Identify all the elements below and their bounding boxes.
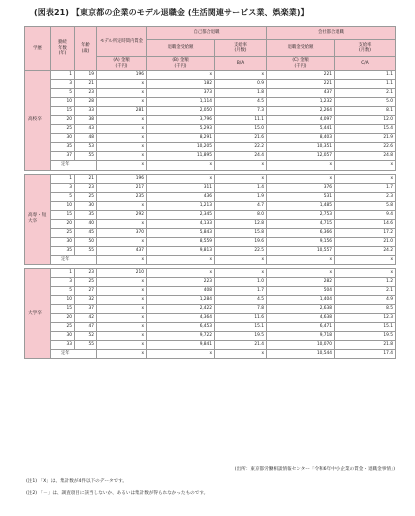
comp-months-cell: x bbox=[335, 174, 396, 183]
table-row bbox=[25, 201, 396, 210]
years-cell: 5 bbox=[51, 287, 75, 296]
table-row bbox=[25, 268, 396, 277]
retirement-table bbox=[24, 26, 396, 359]
comp-months-cell: 21.0 bbox=[335, 237, 396, 246]
comp-months-cell: 8.1 bbox=[335, 107, 396, 116]
comp-amount-cell: 2,264 bbox=[267, 107, 335, 116]
comp-amount-cell: 10,351 bbox=[267, 143, 335, 152]
years-cell: 5 bbox=[51, 89, 75, 98]
table-header bbox=[25, 27, 396, 71]
wage-cell: 196 bbox=[97, 174, 147, 183]
self-months-cell: 1.9 bbox=[215, 192, 267, 201]
wage-cell: x bbox=[97, 201, 147, 210]
years-cell: 37 bbox=[51, 152, 75, 161]
comp-months-cell: 2.1 bbox=[335, 89, 396, 98]
self-months-cell: 1.7 bbox=[215, 287, 267, 296]
years-cell: 30 bbox=[51, 134, 75, 143]
table-row bbox=[25, 323, 396, 332]
age-cell: 25 bbox=[75, 278, 97, 287]
comp-amount-cell: 10,070 bbox=[267, 341, 335, 350]
self-amount-cell: 10,205 bbox=[147, 143, 215, 152]
age-cell: 48 bbox=[75, 134, 97, 143]
age-cell: 55 bbox=[75, 152, 97, 161]
self-amount-cell: 5,843 bbox=[147, 228, 215, 237]
comp-months-cell: 15.1 bbox=[335, 323, 396, 332]
teinen-row bbox=[25, 350, 396, 359]
wage-cell: x bbox=[97, 89, 147, 98]
age-cell: 23 bbox=[75, 268, 97, 277]
table-row bbox=[25, 228, 396, 237]
comp-amount-cell: 10,557 bbox=[267, 246, 335, 255]
years-cell: 15 bbox=[51, 210, 75, 219]
age-cell: 35 bbox=[75, 210, 97, 219]
age-cell: 21 bbox=[75, 174, 97, 183]
self-months-cell: x bbox=[215, 174, 267, 183]
wage-cell: x bbox=[97, 80, 147, 89]
age-cell: 28 bbox=[75, 98, 97, 107]
comp-amount-cell: 2,638 bbox=[267, 305, 335, 314]
header-self-months: 支給率 (月数) bbox=[215, 40, 267, 57]
years-cell: 20 bbox=[51, 314, 75, 323]
self-amount-cell: 11,895 bbox=[147, 152, 215, 161]
years-cell: 3 bbox=[51, 80, 75, 89]
self-amount-cell: x bbox=[147, 71, 215, 80]
wage-cell: x bbox=[97, 305, 147, 314]
self-amount-cell: x bbox=[147, 268, 215, 277]
self-months-cell: x bbox=[215, 268, 267, 277]
comp-amount-cell: 12,057 bbox=[267, 152, 335, 161]
self-months-cell: 24.4 bbox=[215, 152, 267, 161]
footnote-2: (注2) 「－」は、調査項目に該当しないか、あるいは集計数が得られなかったものです。 bbox=[26, 491, 209, 496]
table-row bbox=[25, 219, 396, 228]
self-amount-cell: 3,796 bbox=[147, 116, 215, 125]
years-cell: 3 bbox=[51, 278, 75, 287]
comp-amount-cell: 221 bbox=[267, 80, 335, 89]
comp-amount-cell: 437 bbox=[267, 89, 335, 98]
wage-cell: x bbox=[97, 332, 147, 341]
self-amount-cell: 9,813 bbox=[147, 246, 215, 255]
years-cell: 25 bbox=[51, 323, 75, 332]
comp-months-cell: 1.1 bbox=[335, 71, 396, 80]
age-cell: 40 bbox=[75, 219, 97, 228]
teinen-self-amount-cell: x bbox=[147, 161, 215, 170]
teinen-self-months-cell: x bbox=[215, 161, 267, 170]
table-row bbox=[25, 71, 396, 80]
comp-amount-cell: 1,485 bbox=[267, 201, 335, 210]
wage-cell: x bbox=[97, 98, 147, 107]
years-cell: 1 bbox=[51, 174, 75, 183]
table-row bbox=[25, 296, 396, 305]
self-amount-cell: 182 bbox=[147, 80, 215, 89]
teinen-wage-cell: x bbox=[97, 161, 147, 170]
footnote-1: (注1) 「X」は、集計数が4件以下のデータです。 bbox=[26, 479, 127, 484]
table-row bbox=[25, 210, 396, 219]
age-cell: 23 bbox=[75, 183, 97, 192]
comp-amount-cell: 9,156 bbox=[267, 237, 335, 246]
table-row bbox=[25, 107, 396, 116]
table-row bbox=[25, 134, 396, 143]
teinen-row bbox=[25, 161, 396, 170]
age-cell: 42 bbox=[75, 314, 97, 323]
education-label: 高専・短大卒 bbox=[25, 174, 51, 264]
age-cell: 21 bbox=[75, 80, 97, 89]
header-wage-unit: (A) 金額 (千円) bbox=[97, 57, 147, 71]
teinen-comp-amount-cell: 10,544 bbox=[267, 350, 335, 359]
comp-amount-cell: 6,366 bbox=[267, 228, 335, 237]
header-education: 学歴 bbox=[25, 27, 51, 71]
wage-cell: 292 bbox=[97, 210, 147, 219]
years-cell: 5 bbox=[51, 192, 75, 201]
age-cell: 45 bbox=[75, 228, 97, 237]
age-cell: 50 bbox=[75, 237, 97, 246]
comp-months-cell: 8.5 bbox=[335, 305, 396, 314]
wage-cell: x bbox=[97, 116, 147, 125]
comp-months-cell: 21.8 bbox=[335, 341, 396, 350]
self-amount-cell: 2,422 bbox=[147, 305, 215, 314]
table-row bbox=[25, 287, 396, 296]
age-cell: 25 bbox=[75, 192, 97, 201]
teinen-self-amount-cell: x bbox=[147, 255, 215, 264]
self-months-cell: 0.9 bbox=[215, 80, 267, 89]
table-row bbox=[25, 341, 396, 350]
wage-cell: 281 bbox=[97, 107, 147, 116]
table-row bbox=[25, 237, 396, 246]
years-cell: 1 bbox=[51, 268, 75, 277]
comp-months-cell: 22.6 bbox=[335, 143, 396, 152]
comp-months-cell: 24.8 bbox=[335, 152, 396, 161]
teinen-comp-months-cell: 17.4 bbox=[335, 350, 396, 359]
header-company-group: 会社都合退職 bbox=[267, 27, 396, 40]
table-row bbox=[25, 246, 396, 255]
header-model-wage: モデル所定時間内賃金 bbox=[97, 27, 147, 57]
age-cell: 52 bbox=[75, 332, 97, 341]
self-months-cell: x bbox=[215, 71, 267, 80]
wage-cell: 217 bbox=[97, 183, 147, 192]
comp-amount-cell: 376 bbox=[267, 183, 335, 192]
self-amount-cell: 8,559 bbox=[147, 237, 215, 246]
self-months-cell: 22.5 bbox=[215, 246, 267, 255]
self-months-cell: 12.8 bbox=[215, 219, 267, 228]
source-citation: (出所：東京都労働相談情報センター「令和6年中小企業の賃金・退職金事情」) bbox=[234, 467, 395, 472]
teinen-label: 定年 bbox=[51, 350, 97, 359]
years-cell: 20 bbox=[51, 116, 75, 125]
comp-months-cell: x bbox=[335, 268, 396, 277]
self-amount-cell: 5,293 bbox=[147, 125, 215, 134]
self-amount-cell: 1,213 bbox=[147, 201, 215, 210]
wage-cell: x bbox=[97, 296, 147, 305]
header-comp-months-unit: C/A bbox=[335, 57, 396, 71]
header-comp-amount: 退職金受給額 bbox=[267, 40, 335, 57]
self-months-cell: 4.7 bbox=[215, 201, 267, 210]
comp-months-cell: 12.3 bbox=[335, 314, 396, 323]
self-amount-cell: 9,841 bbox=[147, 341, 215, 350]
table-row bbox=[25, 116, 396, 125]
wage-cell: x bbox=[97, 143, 147, 152]
comp-amount-cell: 1,404 bbox=[267, 296, 335, 305]
comp-months-cell: 24.2 bbox=[335, 246, 396, 255]
years-cell: 15 bbox=[51, 305, 75, 314]
self-amount-cell: 2,050 bbox=[147, 107, 215, 116]
comp-months-cell: 21.9 bbox=[335, 134, 396, 143]
self-months-cell: 1.0 bbox=[215, 278, 267, 287]
wage-cell: x bbox=[97, 237, 147, 246]
document-title: (図表21) 【東京都の企業のモデル退職金 (生活関連サービス業、娯楽業)】 bbox=[34, 8, 309, 17]
self-months-cell: 11.6 bbox=[215, 314, 267, 323]
comp-months-cell: 1.2 bbox=[335, 278, 396, 287]
years-cell: 25 bbox=[51, 125, 75, 134]
comp-months-cell: 4.9 bbox=[335, 296, 396, 305]
age-cell: 23 bbox=[75, 89, 97, 98]
comp-amount-cell: 4,638 bbox=[267, 314, 335, 323]
comp-months-cell: 1.7 bbox=[335, 183, 396, 192]
table-row bbox=[25, 174, 396, 183]
self-amount-cell: 373 bbox=[147, 89, 215, 98]
wage-cell: x bbox=[97, 314, 147, 323]
table-row bbox=[25, 183, 396, 192]
teinen-comp-months-cell: x bbox=[335, 255, 396, 264]
age-cell: 33 bbox=[75, 107, 97, 116]
self-amount-cell: 223 bbox=[147, 278, 215, 287]
years-cell: 30 bbox=[51, 332, 75, 341]
years-cell: 20 bbox=[51, 219, 75, 228]
header-age: 年齢 (歳) bbox=[75, 27, 97, 71]
header-self-amount: 退職金受給額 bbox=[147, 40, 215, 57]
self-months-cell: 15.0 bbox=[215, 125, 267, 134]
self-amount-cell: 4,133 bbox=[147, 219, 215, 228]
self-amount-cell: 436 bbox=[147, 192, 215, 201]
comp-months-cell: 2.1 bbox=[335, 287, 396, 296]
table-row bbox=[25, 332, 396, 341]
comp-months-cell: 19.5 bbox=[335, 332, 396, 341]
comp-months-cell: 14.6 bbox=[335, 219, 396, 228]
years-cell: 10 bbox=[51, 296, 75, 305]
teinen-self-months-cell: x bbox=[215, 255, 267, 264]
education-label: 高校卒 bbox=[25, 71, 51, 171]
self-amount-cell: 2,345 bbox=[147, 210, 215, 219]
comp-amount-cell: 1,232 bbox=[267, 98, 335, 107]
years-cell: 35 bbox=[51, 246, 75, 255]
age-cell: 53 bbox=[75, 143, 97, 152]
self-months-cell: 21.4 bbox=[215, 341, 267, 350]
header-self-group: 自己都合退職 bbox=[147, 27, 267, 40]
years-cell: 33 bbox=[51, 341, 75, 350]
comp-amount-cell: 221 bbox=[267, 71, 335, 80]
comp-amount-cell: x bbox=[267, 268, 335, 277]
years-cell: 3 bbox=[51, 183, 75, 192]
wage-cell: x bbox=[97, 125, 147, 134]
wage-cell: x bbox=[97, 134, 147, 143]
age-cell: 55 bbox=[75, 246, 97, 255]
age-cell: 37 bbox=[75, 305, 97, 314]
comp-months-cell: 2.3 bbox=[335, 192, 396, 201]
comp-months-cell: 5.0 bbox=[335, 98, 396, 107]
wage-cell: x bbox=[97, 278, 147, 287]
years-cell: 25 bbox=[51, 228, 75, 237]
wage-cell: x bbox=[97, 323, 147, 332]
comp-amount-cell: 8,403 bbox=[267, 134, 335, 143]
wage-cell: x bbox=[97, 219, 147, 228]
comp-amount-cell: x bbox=[267, 174, 335, 183]
comp-amount-cell: 531 bbox=[267, 192, 335, 201]
comp-amount-cell: 2,753 bbox=[267, 210, 335, 219]
table-row bbox=[25, 152, 396, 161]
teinen-comp-amount-cell: x bbox=[267, 255, 335, 264]
wage-cell: x bbox=[97, 287, 147, 296]
comp-months-cell: 1.1 bbox=[335, 80, 396, 89]
table-row bbox=[25, 89, 396, 98]
wage-cell: x bbox=[97, 152, 147, 161]
self-months-cell: 4.5 bbox=[215, 296, 267, 305]
self-months-cell: 15.8 bbox=[215, 228, 267, 237]
teinen-comp-amount-cell: x bbox=[267, 161, 335, 170]
self-amount-cell: 9,722 bbox=[147, 332, 215, 341]
teinen-wage-cell: x bbox=[97, 255, 147, 264]
comp-months-cell: 12.0 bbox=[335, 116, 396, 125]
self-months-cell: 15.1 bbox=[215, 323, 267, 332]
age-cell: 19 bbox=[75, 71, 97, 80]
years-cell: 1 bbox=[51, 71, 75, 80]
self-months-cell: 11.1 bbox=[215, 116, 267, 125]
self-months-cell: 21.6 bbox=[215, 134, 267, 143]
wage-cell: 370 bbox=[97, 228, 147, 237]
self-amount-cell: 1,284 bbox=[147, 296, 215, 305]
comp-months-cell: 15.4 bbox=[335, 125, 396, 134]
self-months-cell: 22.2 bbox=[215, 143, 267, 152]
self-amount-cell: 408 bbox=[147, 287, 215, 296]
years-cell: 15 bbox=[51, 107, 75, 116]
years-cell: 30 bbox=[51, 237, 75, 246]
self-months-cell: 7.3 bbox=[215, 107, 267, 116]
self-months-cell: 1.4 bbox=[215, 183, 267, 192]
comp-amount-cell: 9,718 bbox=[267, 332, 335, 341]
self-amount-cell: 4,364 bbox=[147, 314, 215, 323]
table-row bbox=[25, 125, 396, 134]
age-cell: 30 bbox=[75, 201, 97, 210]
age-cell: 47 bbox=[75, 323, 97, 332]
age-cell: 27 bbox=[75, 287, 97, 296]
table-body bbox=[25, 71, 396, 359]
self-months-cell: 8.0 bbox=[215, 210, 267, 219]
self-amount-cell: 1,114 bbox=[147, 98, 215, 107]
years-cell: 10 bbox=[51, 98, 75, 107]
comp-months-cell: 17.2 bbox=[335, 228, 396, 237]
wage-cell: 196 bbox=[97, 71, 147, 80]
teinen-comp-months-cell: x bbox=[335, 161, 396, 170]
wage-cell: 437 bbox=[97, 246, 147, 255]
table-row bbox=[25, 314, 396, 323]
comp-amount-cell: 4,715 bbox=[267, 219, 335, 228]
teinen-self-amount-cell: x bbox=[147, 350, 215, 359]
self-months-cell: 4.5 bbox=[215, 98, 267, 107]
self-amount-cell: x bbox=[147, 174, 215, 183]
header-self-amount-unit: (B) 金額 (千円) bbox=[147, 57, 215, 71]
self-months-cell: 7.8 bbox=[215, 305, 267, 314]
wage-cell: 235 bbox=[97, 192, 147, 201]
teinen-label: 定年 bbox=[51, 161, 97, 170]
age-cell: 38 bbox=[75, 116, 97, 125]
wage-cell: 210 bbox=[97, 268, 147, 277]
table-row bbox=[25, 143, 396, 152]
self-amount-cell: 6,453 bbox=[147, 323, 215, 332]
comp-amount-cell: 4,097 bbox=[267, 116, 335, 125]
teinen-row bbox=[25, 255, 396, 264]
age-cell: 32 bbox=[75, 296, 97, 305]
comp-amount-cell: 282 bbox=[267, 278, 335, 287]
teinen-wage-cell: x bbox=[97, 350, 147, 359]
self-months-cell: 19.5 bbox=[215, 332, 267, 341]
age-cell: 55 bbox=[75, 341, 97, 350]
education-label: 大学卒 bbox=[25, 268, 51, 358]
table-row bbox=[25, 305, 396, 314]
comp-amount-cell: 504 bbox=[267, 287, 335, 296]
table-row bbox=[25, 192, 396, 201]
header-years: 勤続 年数 (年) bbox=[51, 27, 75, 71]
table-row bbox=[25, 98, 396, 107]
table-row bbox=[25, 80, 396, 89]
teinen-self-months-cell: x bbox=[215, 350, 267, 359]
header-comp-months: 支給率 (月数) bbox=[335, 40, 396, 57]
self-months-cell: 19.6 bbox=[215, 237, 267, 246]
comp-months-cell: 9.4 bbox=[335, 210, 396, 219]
self-amount-cell: 311 bbox=[147, 183, 215, 192]
self-months-cell: 1.8 bbox=[215, 89, 267, 98]
teinen-label: 定年 bbox=[51, 255, 97, 264]
header-comp-amount-unit: (C) 金額 (千円) bbox=[267, 57, 335, 71]
comp-amount-cell: 6,471 bbox=[267, 323, 335, 332]
wage-cell: x bbox=[97, 341, 147, 350]
comp-months-cell: 5.8 bbox=[335, 201, 396, 210]
table-row bbox=[25, 278, 396, 287]
header-self-months-unit: B/A bbox=[215, 57, 267, 71]
self-amount-cell: 8,291 bbox=[147, 134, 215, 143]
age-cell: 43 bbox=[75, 125, 97, 134]
years-cell: 10 bbox=[51, 201, 75, 210]
comp-amount-cell: 5,441 bbox=[267, 125, 335, 134]
years-cell: 35 bbox=[51, 143, 75, 152]
